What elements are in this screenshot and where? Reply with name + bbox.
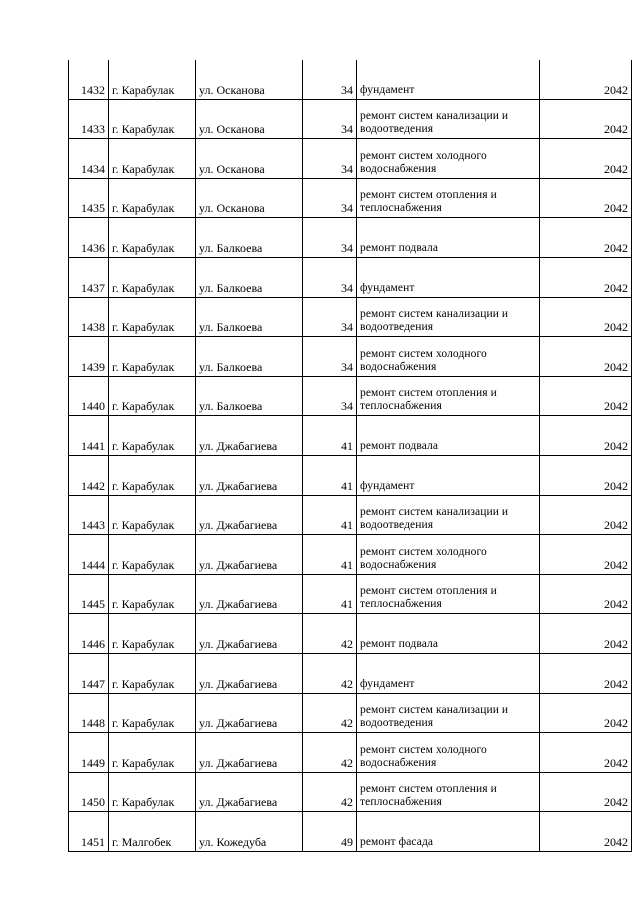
table-body xyxy=(69,60,632,851)
house-number-cell: 42 xyxy=(303,653,357,693)
year-cell: 2042 xyxy=(540,337,632,377)
city-cell: г. Карабулак xyxy=(109,574,196,614)
year-cell: 2042 xyxy=(540,812,632,852)
row-number: 1446 xyxy=(69,614,109,654)
row-number: 1433 xyxy=(69,99,109,139)
row-number: 1434 xyxy=(69,139,109,179)
year-cell: 2042 xyxy=(540,257,632,297)
city-cell: г. Карабулак xyxy=(109,495,196,535)
table-row xyxy=(69,218,632,258)
table-row xyxy=(69,614,632,654)
street-cell: ул. Кожедуба xyxy=(196,812,303,852)
row-number: 1445 xyxy=(69,574,109,614)
work-type-cell: ремонт систем отопления и теплоснабжения xyxy=(357,178,540,218)
street-cell: ул. Джабагиева xyxy=(196,535,303,575)
house-number-cell: 42 xyxy=(303,614,357,654)
city-cell: г. Карабулак xyxy=(109,455,196,495)
row-number: 1444 xyxy=(69,535,109,575)
street-cell: ул. Джабагиева xyxy=(196,574,303,614)
repair-schedule-table xyxy=(68,60,632,852)
table-row xyxy=(69,376,632,416)
street-cell: ул. Осканова xyxy=(196,60,303,99)
work-type-cell: ремонт подвала xyxy=(357,614,540,654)
year-cell: 2042 xyxy=(540,416,632,456)
house-number-cell: 34 xyxy=(303,376,357,416)
row-number: 1450 xyxy=(69,772,109,812)
work-type-cell: ремонт систем отопления и теплоснабжения xyxy=(357,772,540,812)
house-number-cell: 41 xyxy=(303,416,357,456)
year-cell: 2042 xyxy=(540,60,632,99)
work-type-cell: ремонт систем холодного водоснабжения xyxy=(357,733,540,773)
work-type-cell: ремонт подвала xyxy=(357,416,540,456)
work-type-cell: ремонт систем отопления и теплоснабжения xyxy=(357,376,540,416)
year-cell: 2042 xyxy=(540,574,632,614)
street-cell: ул. Балкоева xyxy=(196,376,303,416)
table-row xyxy=(69,574,632,614)
table-row xyxy=(69,178,632,218)
work-type-cell: ремонт систем холодного водоснабжения xyxy=(357,139,540,179)
street-cell: ул. Джабагиева xyxy=(196,653,303,693)
city-cell: г. Карабулак xyxy=(109,653,196,693)
house-number-cell: 34 xyxy=(303,178,357,218)
year-cell: 2042 xyxy=(540,733,632,773)
city-cell: г. Карабулак xyxy=(109,614,196,654)
table-row xyxy=(69,812,632,852)
house-number-cell: 34 xyxy=(303,99,357,139)
house-number-cell: 34 xyxy=(303,218,357,258)
house-number-cell: 42 xyxy=(303,733,357,773)
street-cell: ул. Осканова xyxy=(196,139,303,179)
row-number: 1432 xyxy=(69,60,109,99)
city-cell: г. Малгобек xyxy=(109,812,196,852)
street-cell: ул. Балкоева xyxy=(196,297,303,337)
table-row xyxy=(69,337,632,377)
house-number-cell: 34 xyxy=(303,257,357,297)
row-number: 1442 xyxy=(69,455,109,495)
city-cell: г. Карабулак xyxy=(109,416,196,456)
house-number-cell: 42 xyxy=(303,772,357,812)
city-cell: г. Карабулак xyxy=(109,693,196,733)
year-cell: 2042 xyxy=(540,297,632,337)
table-row xyxy=(69,495,632,535)
table-row xyxy=(69,416,632,456)
street-cell: ул. Джабагиева xyxy=(196,614,303,654)
row-number: 1435 xyxy=(69,178,109,218)
work-type-cell: ремонт систем холодного водоснабжения xyxy=(357,535,540,575)
row-number: 1439 xyxy=(69,337,109,377)
table-row xyxy=(69,535,632,575)
table-row xyxy=(69,653,632,693)
row-number: 1438 xyxy=(69,297,109,337)
city-cell: г. Карабулак xyxy=(109,772,196,812)
work-type-cell: фундамент xyxy=(357,257,540,297)
work-type-cell: фундамент xyxy=(357,455,540,495)
year-cell: 2042 xyxy=(540,535,632,575)
house-number-cell: 41 xyxy=(303,455,357,495)
street-cell: ул. Джабагиева xyxy=(196,455,303,495)
city-cell: г. Карабулак xyxy=(109,139,196,179)
city-cell: г. Карабулак xyxy=(109,60,196,99)
street-cell: ул. Осканова xyxy=(196,178,303,218)
city-cell: г. Карабулак xyxy=(109,297,196,337)
work-type-cell: ремонт фасада xyxy=(357,812,540,852)
house-number-cell: 42 xyxy=(303,693,357,733)
year-cell: 2042 xyxy=(540,455,632,495)
work-type-cell: ремонт систем канализации и водоотведения xyxy=(357,297,540,337)
street-cell: ул. Джабагиева xyxy=(196,693,303,733)
house-number-cell: 34 xyxy=(303,337,357,377)
city-cell: г. Карабулак xyxy=(109,535,196,575)
row-number: 1440 xyxy=(69,376,109,416)
row-number: 1449 xyxy=(69,733,109,773)
year-cell: 2042 xyxy=(540,376,632,416)
year-cell: 2042 xyxy=(540,99,632,139)
row-number: 1436 xyxy=(69,218,109,258)
table-row xyxy=(69,455,632,495)
house-number-cell: 34 xyxy=(303,60,357,99)
table-row xyxy=(69,99,632,139)
work-type-cell: ремонт систем канализации и водоотведения xyxy=(357,495,540,535)
row-number: 1437 xyxy=(69,257,109,297)
table-row xyxy=(69,693,632,733)
street-cell: ул. Джабагиева xyxy=(196,495,303,535)
house-number-cell: 34 xyxy=(303,297,357,337)
year-cell: 2042 xyxy=(540,139,632,179)
house-number-cell: 41 xyxy=(303,574,357,614)
row-number: 1441 xyxy=(69,416,109,456)
work-type-cell: ремонт подвала xyxy=(357,218,540,258)
table-row xyxy=(69,257,632,297)
city-cell: г. Карабулак xyxy=(109,733,196,773)
city-cell: г. Карабулак xyxy=(109,218,196,258)
year-cell: 2042 xyxy=(540,495,632,535)
work-type-cell: ремонт систем отопления и теплоснабжения xyxy=(357,574,540,614)
city-cell: г. Карабулак xyxy=(109,337,196,377)
table-row xyxy=(69,60,632,99)
year-cell: 2042 xyxy=(540,178,632,218)
city-cell: г. Карабулак xyxy=(109,257,196,297)
year-cell: 2042 xyxy=(540,653,632,693)
street-cell: ул. Балкоева xyxy=(196,218,303,258)
street-cell: ул. Джабагиева xyxy=(196,416,303,456)
city-cell: г. Карабулак xyxy=(109,376,196,416)
street-cell: ул. Балкоева xyxy=(196,337,303,377)
street-cell: ул. Осканова xyxy=(196,99,303,139)
table-row xyxy=(69,297,632,337)
table-row xyxy=(69,139,632,179)
row-number: 1443 xyxy=(69,495,109,535)
street-cell: ул. Джабагиева xyxy=(196,772,303,812)
house-number-cell: 41 xyxy=(303,535,357,575)
work-type-cell: фундамент xyxy=(357,60,540,99)
work-type-cell: ремонт систем холодного водоснабжения xyxy=(357,337,540,377)
house-number-cell: 34 xyxy=(303,139,357,179)
row-number: 1447 xyxy=(69,653,109,693)
city-cell: г. Карабулак xyxy=(109,178,196,218)
work-type-cell: ремонт систем канализации и водоотведения xyxy=(357,99,540,139)
work-type-cell: ремонт систем канализации и водоотведения xyxy=(357,693,540,733)
table-row xyxy=(69,733,632,773)
house-number-cell: 49 xyxy=(303,812,357,852)
year-cell: 2042 xyxy=(540,614,632,654)
work-type-cell: фундамент xyxy=(357,653,540,693)
city-cell: г. Карабулак xyxy=(109,99,196,139)
row-number: 1451 xyxy=(69,812,109,852)
table-row xyxy=(69,772,632,812)
year-cell: 2042 xyxy=(540,772,632,812)
house-number-cell: 41 xyxy=(303,495,357,535)
street-cell: ул. Балкоева xyxy=(196,257,303,297)
street-cell: ул. Джабагиева xyxy=(196,733,303,773)
year-cell: 2042 xyxy=(540,693,632,733)
row-number: 1448 xyxy=(69,693,109,733)
year-cell: 2042 xyxy=(540,218,632,258)
